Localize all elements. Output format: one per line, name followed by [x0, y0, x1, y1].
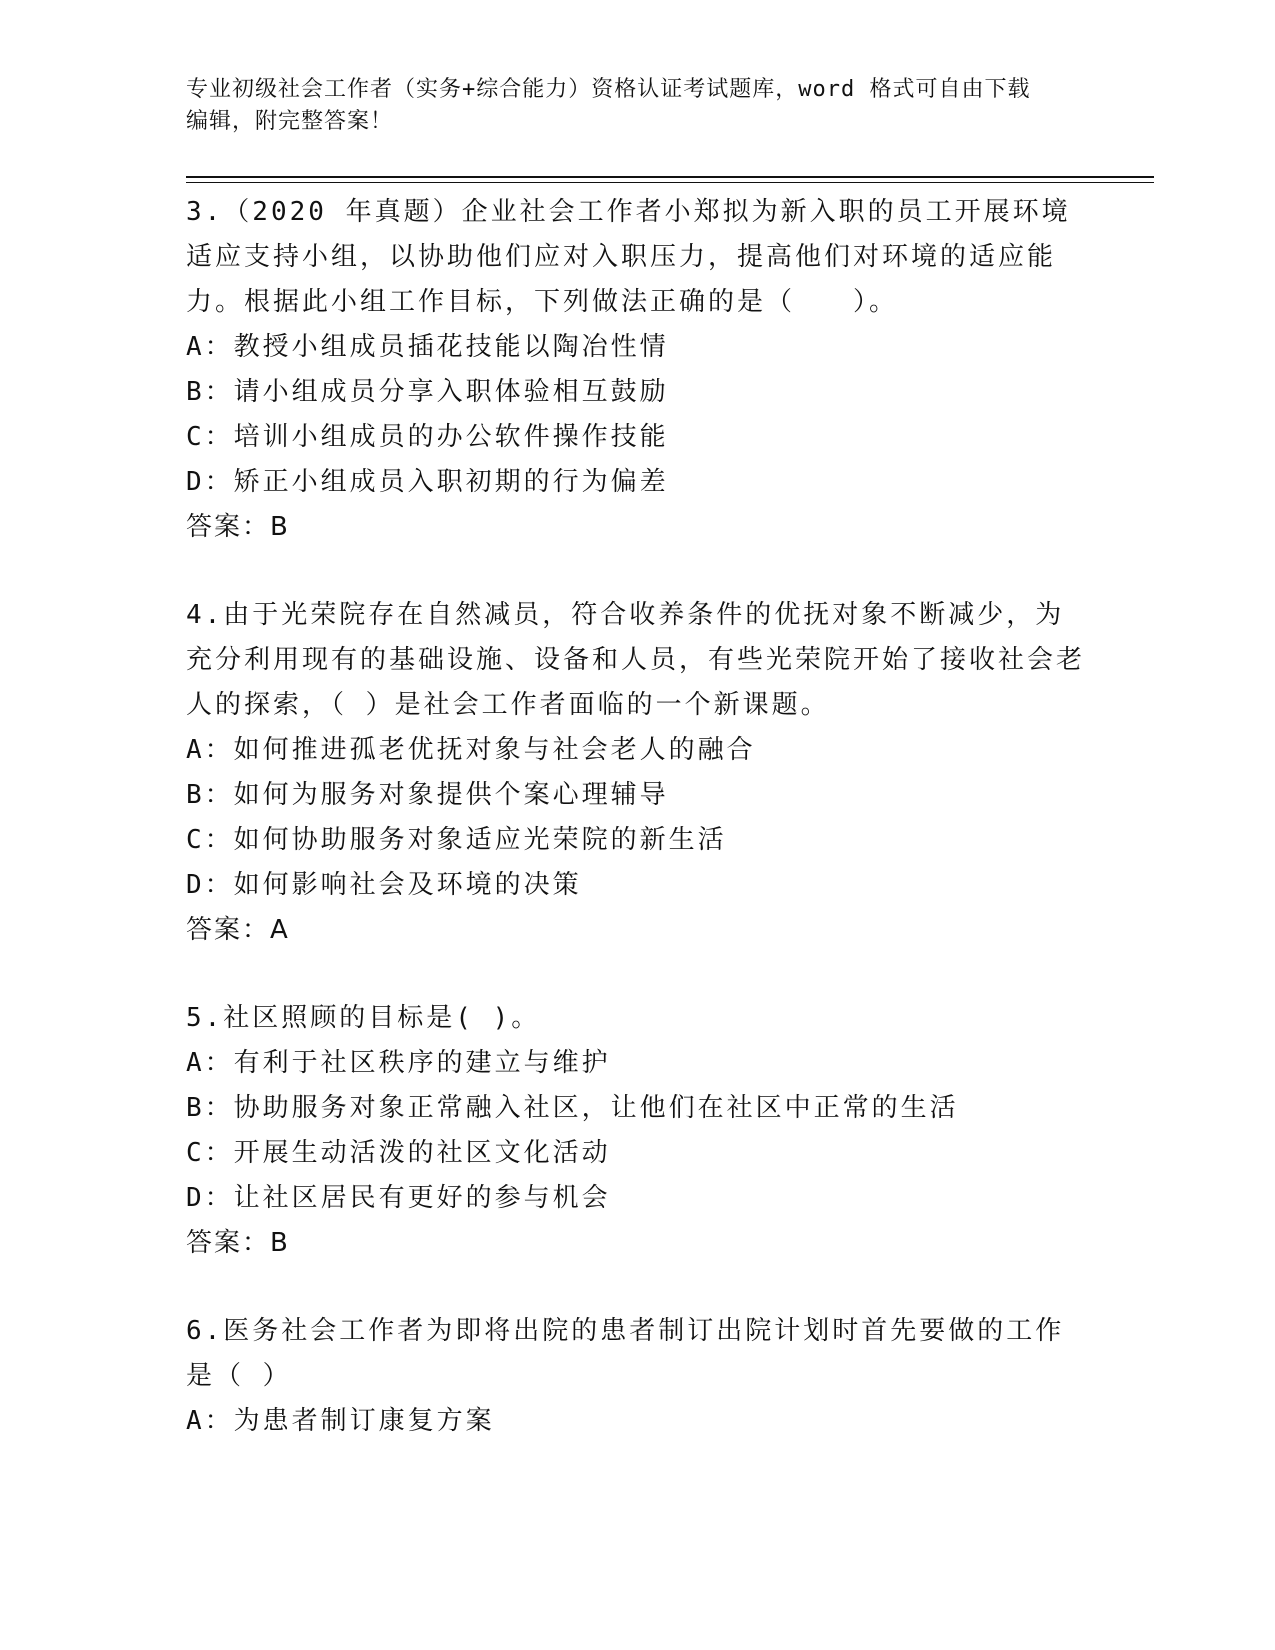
option-d: D：让社区居民有更好的参与机会: [186, 1183, 611, 1213]
question-6: [186, 1309, 1086, 1444]
question-stem: 3.（2020 年真题）企业社会工作者小郑拟为新入职的员工开展环境适应支持小组，以协助他们应对入职压力，提高他们对环境的适应能力。根据此小组工作目标，下列做法正确的是（ ）。: [186, 197, 1071, 317]
option-c: C：培训小组成员的办公软件操作技能: [186, 422, 669, 452]
answer-line: 答案：B: [186, 512, 290, 542]
question-5: [186, 996, 1086, 1266]
option-b: B：如何为服务对象提供个案心理辅导: [186, 780, 669, 810]
option-b: B：请小组成员分享入职体验相互鼓励: [186, 377, 669, 407]
option-a: A：教授小组成员插花技能以陶冶性情: [186, 332, 669, 362]
question-3: [186, 190, 1086, 550]
question-stem: 4.由于光荣院存在自然减员，符合收养条件的优抚对象不断减少，为充分利用现有的基础设施、设备和人员，有些光荣院开始了接收社会老人的探索，（ ）是社会工作者面临的一个新课题。: [186, 600, 1086, 720]
answer-line: 答案：B: [186, 1228, 290, 1258]
option-a: A：有利于社区秩序的建立与维护: [186, 1048, 611, 1078]
question-4: [186, 593, 1086, 953]
header-divider-thick: [186, 176, 1154, 178]
option-d: D：如何影响社会及环境的决策: [186, 870, 582, 900]
question-list: [186, 190, 1086, 1487]
document-header: [186, 74, 1086, 138]
option-c: C：开展生动活泼的社区文化活动: [186, 1138, 611, 1168]
header-line-2: 编辑，附完整答案！: [186, 109, 394, 134]
header-line-1: 专业初级社会工作者（实务+综合能力）资格认证考试题库，word 格式可自由下载: [186, 77, 1031, 102]
option-b: B：协助服务对象正常融入社区，让他们在社区中正常的生活: [186, 1093, 959, 1123]
option-a: A：如何推进孤老优抚对象与社会老人的融合: [186, 735, 756, 765]
header-divider-thin: [186, 182, 1154, 183]
answer-line: 答案：A: [186, 915, 290, 945]
option-d: D：矫正小组成员入职初期的行为偏差: [186, 467, 669, 497]
option-a: A：为患者制订康复方案: [186, 1406, 495, 1436]
question-stem: 5.社区照顾的目标是( )。: [186, 1003, 541, 1033]
question-stem: 6.医务社会工作者为即将出院的患者制订出院计划时首先要做的工作是（ ）: [186, 1316, 1065, 1391]
option-c: C：如何协助服务对象适应光荣院的新生活: [186, 825, 727, 855]
